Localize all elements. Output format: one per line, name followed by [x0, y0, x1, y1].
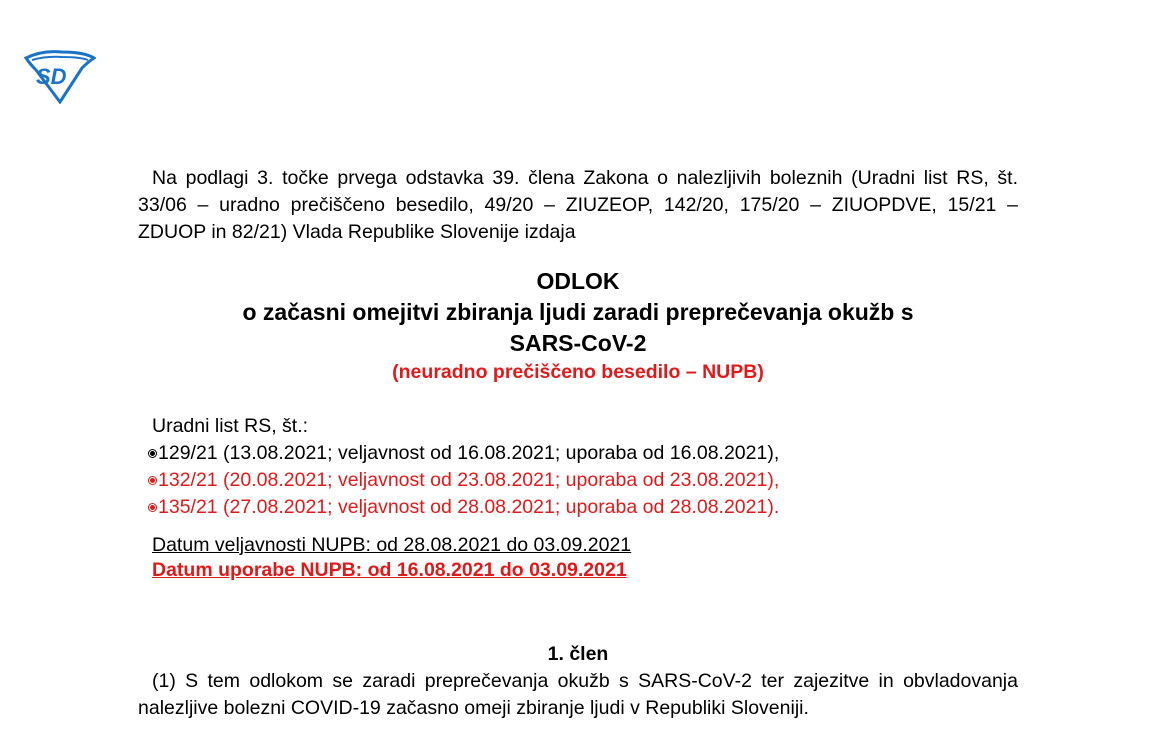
- intro-paragraph: Na podlagi 3. točke prvega odstavka 39. člena Zakona o nalezljivih boleznih (Uradni list RS, št. 33/06 – uradno prečiščeno besedilo, 49/20 – ZIUZEOP, 142/20, 175/20 – ZIUOPDVE, 15/21 – ZDUOP in 82/21) Vlada Republike Slovenije izdaja: [138, 167, 1018, 243]
- gazette-heading: Uradni list RS, št.:: [152, 415, 309, 437]
- gazette-item-text: 135/21 (27.08.2021; veljavnost od 28.08.2021; uporaba od 28.08.2021).: [158, 496, 780, 518]
- bullet-icon: [149, 450, 156, 457]
- sd-logo-icon: [22, 48, 96, 104]
- title-block: [138, 266, 1018, 385]
- document-subtitle-line2: SARS-CoV-2: [509, 330, 647, 356]
- document-body: [138, 165, 1018, 722]
- gazette-item: [149, 440, 1018, 467]
- article-paragraph: (1) S tem odlokom se zaradi preprečevanja okužb s SARS-CoV-2 ter zajezitve in obvladovanja nalezljive bolezni COVID-19 začasno omeji zbiranje ljudi v Republiki Sloveniji.: [138, 670, 1018, 719]
- article-heading: 1. člen: [547, 643, 609, 665]
- gazette-item: [149, 467, 1018, 494]
- gazette-item: [149, 494, 1018, 521]
- dates-block: [152, 533, 1018, 583]
- gazette-block: [152, 413, 1018, 521]
- document-title: ODLOK: [536, 268, 620, 294]
- unofficial-note: (neuradno prečiščeno besedilo – NUPB): [392, 361, 764, 383]
- gazette-list: [152, 440, 1018, 521]
- usage-date: Datum uporabe NUPB: od 16.08.2021 do 03.09.2021: [152, 559, 627, 581]
- svg-text:SD: SD: [36, 64, 67, 89]
- document-subtitle-line1: o začasni omejitvi zbiranja ljudi zaradi preprečevanja okužb s: [242, 299, 914, 325]
- bullet-icon: [149, 477, 156, 484]
- validity-date: Datum veljavnosti NUPB: od 28.08.2021 do 03.09.2021: [152, 534, 632, 556]
- gazette-item-text: 129/21 (13.08.2021; veljavnost od 16.08.2021; uporaba od 16.08.2021),: [158, 442, 780, 464]
- bullet-icon: [149, 504, 156, 511]
- gazette-item-text: 132/21 (20.08.2021; veljavnost od 23.08.2021; uporaba od 23.08.2021),: [158, 469, 780, 491]
